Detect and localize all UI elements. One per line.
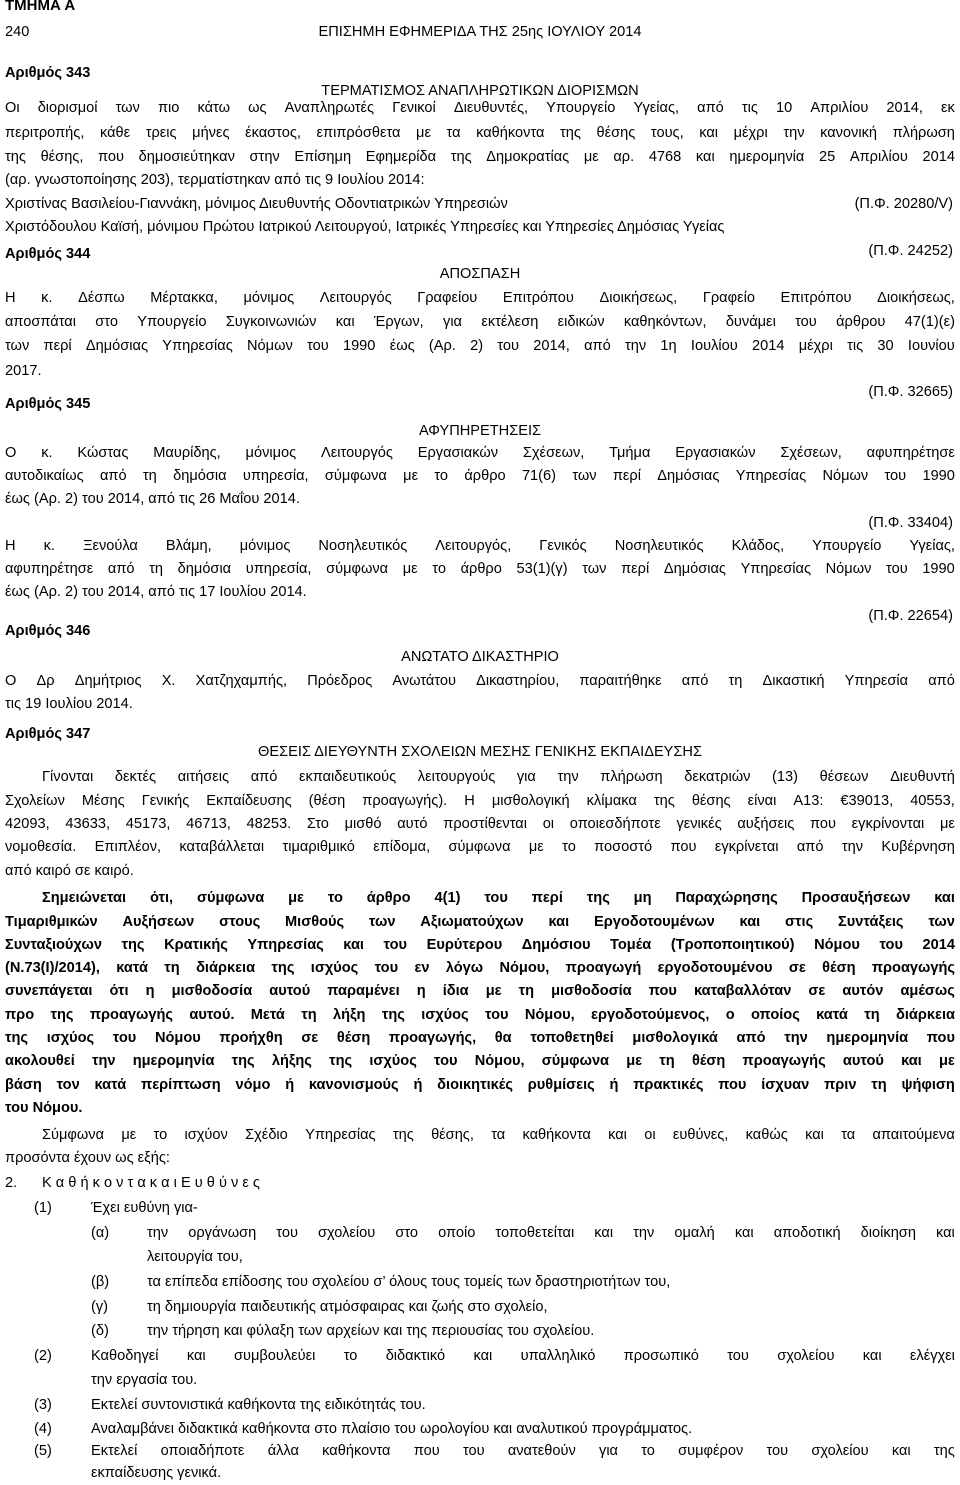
file-reference: (Π.Φ. 20280/V) (854, 196, 953, 212)
list-text: Εκτελεί συντονιστικά καθήκοντα της ειδικότητάς του. (91, 1397, 426, 1413)
paragraph-line: του Νόμου. (5, 1100, 83, 1116)
notice-title-347: ΘΕΣΕΙΣ ΔΙΕΥΘΥΝΤΗ ΣΧΟΛΕΙΩΝ ΜΕΣΗΣ ΓΕΝΙΚΗΣ ΕΚΠΑΙΔΕΥΣΗΣ (258, 744, 702, 760)
paragraph-line: (αρ. γνωστοποίησης 203), τερματίστηκαν από τις 9 Ιουλίου 2014: (5, 172, 425, 188)
list-label: (3) (34, 1397, 52, 1413)
notice-title-343: ΤΕΡΜΑΤΙΣΜΟΣ ΑΝΑΠΛΗΡΩΤΙΚΩΝ ΔΙΟΡΙΣΜΩΝ (321, 83, 639, 99)
list-text: Καθοδηγεί και συμβουλεύει το διδακτικό και υπαλληλικό προσωπικό του σχολείου και ελέγχει (91, 1348, 955, 1364)
paragraph-line: αφυπηρέτησε από τη δημόσια υπηρεσία, σύμφωνα με το άρθρο 53(1)(γ) των περί Δημόσιας Υπηρεσίας Νόμων του 1990 (5, 561, 955, 577)
notice-number-346: Αριθμός 346 (5, 623, 91, 639)
paragraph-line: Τιμαριθμικών Αυξήσεων στους Μισθούς των Αξιωματούχων και Εργοδοτουμένων και στις Συντάξεις των (5, 914, 955, 930)
section-heading: Κ α θ ή κ ο ν τ α κ α ι Ε υ θ ύ ν ε ς (42, 1175, 260, 1191)
paragraph-line: Συνταξιούχων της Κρατικής Υπηρεσίας και του Ευρύτερου Δημόσιου Τομέα (Τροποποιητικού) Νόμου του 2014 (5, 937, 955, 953)
person-line: Χριστίνας Βασιλείου-Γιαννάκη, μόνιμος Διευθυντής Οδοντιατρικών Υπηρεσιών (5, 196, 508, 212)
paragraph-line: προ της προαγωγής αυτού. Μετά τη λήξη της ισχύος του Νόμου, εργοδοτούμενος, ο οποίος κατά τη διάρκεια (5, 1007, 955, 1023)
file-reference: (Π.Φ. 22654) (868, 608, 953, 624)
list-text: Εκτελεί οποιαδήποτε άλλα καθήκοντα που του ανατεθούν για το συμφέρον του σχολείου και της (91, 1443, 955, 1459)
paragraph-line: Σημειώνεται ότι, σύμφωνα με το άρθρο 4(1) του περί της μη Παραχώρησης Προσαυξήσεων και (42, 890, 955, 906)
section-number: 2. (5, 1175, 18, 1191)
list-text: την εργασία του. (91, 1372, 198, 1388)
sub-list-text: τα επίπεδα επίδοσης του σχολείου σ’ όλους τους τομείς των δραστηριοτήτων του, (147, 1274, 671, 1290)
sub-list-text: την τήρηση και φύλαξη των αρχείων και της περιουσίας του σχολείου. (147, 1323, 595, 1339)
paragraph-line: της θέσης, που δημοσιεύτηκαν στην Επίσημη Εφημερίδα της Δημοκρατίας με αρ. 4768 και ημερομηνία 25 Απριλίου 2014 (5, 149, 955, 165)
paragraph-line: αποσπάται στο Υπουργείο Συγκοινωνιών και Έργων, για εκτέλεση ειδικών καθηκόντων, δυνάμει του άρθρου 47(1)(ε) (5, 314, 955, 330)
paragraph-line: της ισχύος του Νόμου προήχθη σε θέση προαγωγής, θα τοποθετηθεί μισθολογικά από την ημερομηνία που (5, 1030, 955, 1046)
notice-title-346: ΑΝΩΤΑΤΟ ΔΙΚΑΣΤΗΡΙΟ (401, 649, 559, 665)
paragraph-line: Οι διορισμοί των πιο κάτω ως Αναπληρωτές Γενικοί Διευθυντές, Υπουργείο Υγείας, από τις 10 Απριλίου 2014, εκ (5, 100, 955, 116)
sub-list-label: (β) (91, 1274, 110, 1290)
paragraph-line: από καιρό σε καιρό. (5, 863, 134, 879)
list-text: Αναλαμβάνει διδακτικά καθήκοντα στο πλαίσιο του ωρολογίου και αναλυτικού προγράμματος. (91, 1421, 693, 1437)
paragraph-line: αυτοδικαίως από τη δημόσια υπηρεσία, σύμφωνα με το άρθρο 71(6) των περί Δημόσιας Υπηρεσίας Νόμων του 1990 (5, 468, 955, 484)
paragraph-line: Σύμφωνα με το ισχύον Σχέδιο Υπηρεσίας της θέσης, τα καθήκοντα και οι ευθύνες, καθώς και τα απαιτούμενα (42, 1127, 955, 1143)
paragraph-line: περιτροπής, κάθε τρεις μήνες έκαστος, επιπρόσθετα με τα καθήκοντα της θέσης τους, και μέχρι την κανονική πλήρωση (5, 125, 955, 141)
sub-list-label: (γ) (91, 1299, 109, 1315)
sub-list-label: (α) (91, 1225, 110, 1241)
paragraph-line: Γίνονται δεκτές αιτήσεις από εκπαιδευτικούς λειτουργούς για την πλήρωση δεκατριών (13) θέσεων Διευθυντή (42, 769, 955, 785)
paragraph-line: Η κ. Ξενούλα Βλάμη, μόνιμος Νοσηλευτικός Λειτουργός, Γενικός Νοσηλευτικός Κλάδος, Υπουργείο Υγείας, (5, 538, 955, 554)
file-reference: (Π.Φ. 33404) (868, 515, 953, 531)
list-label: (1) (34, 1200, 52, 1216)
notice-title-344: ΑΠΟΣΠΑΣΗ (439, 266, 521, 282)
paragraph-line: ακολουθεί την ημερομηνία της λήξης της ισχύος του Νόμου, σύμφωνα με τη θέση προαγωγής αυτού και με (5, 1053, 955, 1069)
file-reference: (Π.Φ. 24252) (868, 243, 953, 259)
sub-list-text: λειτουργία του, (147, 1249, 243, 1265)
paragraph-line: των περί Δημόσιας Υπηρεσίας Νόμων του 1990 έως (Αρ. 2) του 2014, από την 1η Ιουλίου 2014 μέχρι τις 30 Ιουνίου (5, 338, 955, 354)
notice-number-344: Αριθμός 344 (5, 246, 91, 262)
paragraph-line: έως (Αρ. 2) του 2014, από τις 17 Ιουλίου 2014. (5, 584, 307, 600)
paragraph-line: νομοθεσία. Επιπλέον, καταβάλλεται τιμαριθμικό επίδομα, σύμφωνα με το ποσοστό που εγκρίνεται από την Κυβέρνηση (5, 839, 955, 855)
notice-number-347: Αριθμός 347 (5, 726, 91, 742)
sub-list-label: (δ) (91, 1323, 109, 1339)
gazette-title: ΕΠΙΣΗΜΗ ΕΦΗΜΕΡΙΔΑ ΤΗΣ 25ης ΙΟΥΛΙΟΥ 2014 (318, 24, 642, 40)
paragraph-line: (Ν.73(Ι)/2014), κατά τη διάρκεια της ισχύος του εν λόγω Νόμου, προαγωγή εργοδοτουμένου σε θέση προαγωγής (5, 960, 955, 976)
list-label: (2) (34, 1348, 52, 1364)
paragraph-line: Ο κ. Κώστας Μαυρίδης, μόνιμος Λειτουργός Εργασιακών Σχέσεων, Τμήμα Εργασιακών Σχέσεων, αφυπηρέτησε (5, 445, 955, 461)
paragraph-line: συνεπάγεται ότι η μισθοδοσία αυτού παραμένει η ίδια με τη μισθοδοσία που καταβαλλόταν σε αυτόν αμέσως (5, 983, 955, 999)
list-text: Έχει ευθύνη για- (91, 1200, 198, 1216)
paragraph-line: Η κ. Δέσπω Μέρτακκα, μόνιμος Λειτουργός Γραφείου Επιτρόπου Διοικήσεως, Γραφείο Επιτρόπου Διοικήσεως, (5, 290, 955, 306)
list-label: (4) (34, 1421, 52, 1437)
sub-list-text: την οργάνωση του σχολείου στο οποίο τοποθετείται και την ομαλή και αποδοτική διοίκηση και (147, 1225, 955, 1241)
list-label: (5) (34, 1443, 52, 1459)
list-text: εκπαίδευσης γενικά. (91, 1465, 222, 1481)
paragraph-line: προσόντα έχουν ως εξής: (5, 1150, 170, 1166)
paragraph-line: βάση τον κατά περίπτωση νόμο ή κανονισμούς ή διοικητικές ρυθμίσεις ή πρακτικές που ίσχυαν πριν τη ψήφιση (5, 1077, 955, 1093)
file-reference: (Π.Φ. 32665) (868, 384, 953, 400)
page-number: 240 (5, 24, 30, 40)
paragraph-line: Σχολείων Μέσης Γενικής Εκπαίδευσης (θέση προαγωγής). Η μισθολογική κλίμακα της θέσης είναι Α13: €39013, 40553, (5, 793, 955, 809)
paragraph-line: τις 19 Ιουλίου 2014. (5, 696, 133, 712)
person-line: Χριστόδουλου Καϊσή, μόνιμου Πρώτου Ιατρικού Λειτουργού, Ιατρικές Υπηρεσίες και Υπηρεσίες Δημόσιας Υγείας (5, 219, 725, 235)
notice-number-343: Αριθμός 343 (5, 65, 91, 81)
paragraph-line: έως (Αρ. 2) του 2014, από τις 26 Μαΐου 2014. (5, 491, 300, 507)
notice-number-345: Αριθμός 345 (5, 396, 91, 412)
paragraph-line: 42093, 43633, 45173, 46713, 48253. Στο μισθό αυτό προστίθενται οι οποιεσδήποτε γενικές αυξήσεις που εγκρίνονται με (5, 816, 955, 832)
sub-list-text: τη δημιουργία παιδευτικής ατμόσφαιρας και ζωής στο σχολείο, (147, 1299, 548, 1315)
paragraph-line: Ο Δρ Δημήτριος Χ. Χατζηχαμπής, Πρόεδρος Ανωτάτου Δικαστηρίου, παραιτήθηκε από τη Δικαστική Υπηρεσία από (5, 673, 955, 689)
notice-title-345: ΑΦΥΠΗΡΕΤΗΣΕΙΣ (418, 423, 542, 439)
paragraph-line: 2017. (5, 363, 42, 379)
section-label: ΤΜΗΜΑ Α (5, 0, 76, 14)
